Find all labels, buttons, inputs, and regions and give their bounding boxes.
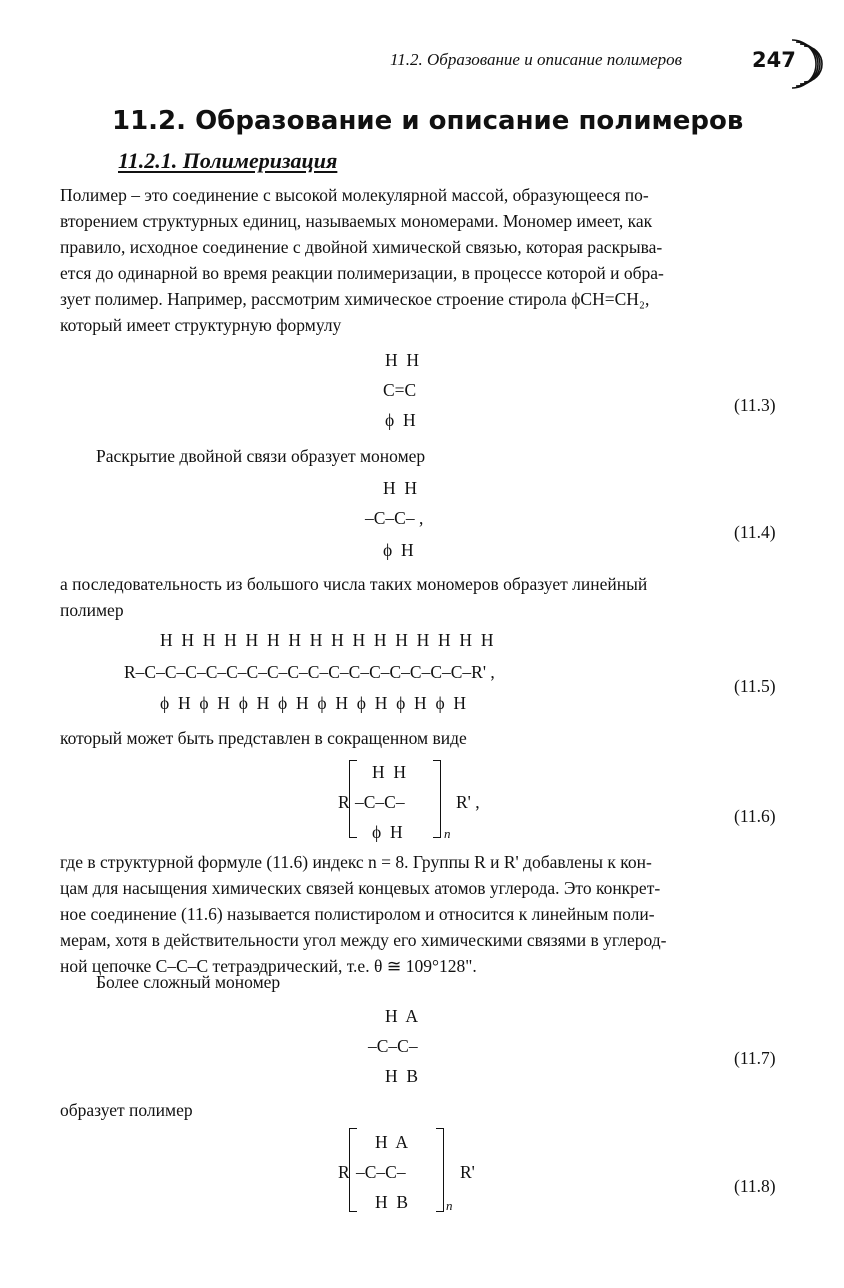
formula-row-middle: –C–C– [368, 1036, 418, 1056]
formula-row-top: H H [385, 350, 420, 370]
equation-number: (11.5) [734, 676, 776, 696]
subscript-n: n [444, 826, 451, 841]
text-line: который имеет структурную формулу [60, 315, 342, 335]
text-line: зует полимер. Например, рассмотрим химическое строение стирола ϕCH=CH₂, [60, 289, 650, 309]
formula-row-middle: –C–C– [356, 1162, 406, 1182]
page-corner-arcs-icon [786, 36, 826, 92]
formula-row-bottom: ϕ H [372, 822, 403, 842]
text-line: ется до одинарной во время реакции полимеризации, в процессе которой и обра- [60, 263, 664, 283]
text-line: который может быть представлен в сокращенном виде [60, 728, 467, 748]
text-line: ной цепочке С–С–С тетраэдрический, т.е. θ ≅ 109°128". [60, 956, 477, 976]
formula-right-group: R' , [456, 792, 480, 812]
text-line: правило, исходное соединение с двойной химической связью, которая раскрыва- [60, 237, 663, 257]
formula-row-middle: C=C [383, 380, 417, 400]
formula-row-top: H H H H H H H H H H H H H H H H [160, 630, 494, 650]
text-line: полимер [60, 600, 124, 620]
text-line: Полимер – это соединение с высокой молекулярной массой, образующееся по- [60, 185, 649, 205]
text-line: мерам, хотя в действительности угол между его химическими связями в углерод- [60, 930, 667, 950]
formula-row-middle: R–C–C–C–C–C–C–C–C–C–C–C–C–C–C–C–C–R' , [124, 662, 495, 682]
text-line: ное соединение (11.6) называется полистиролом и относится к линейным поли- [60, 904, 655, 924]
formula-left-group: R [338, 792, 350, 812]
text-line: где в структурной формуле (11.6) индекс n = 8. Группы R и R' добавлены к кон- [60, 852, 652, 872]
section-heading: 11.2. Образование и описание полимеров [112, 106, 744, 136]
formula-row-bottom: ϕ H [385, 410, 416, 430]
formula-row-bottom: H B [385, 1066, 419, 1086]
formula-row-top: H A [375, 1132, 409, 1152]
subscript-n: n [446, 1198, 453, 1213]
formula-row-bottom: H B [375, 1192, 409, 1212]
text-line: вторением структурных единиц, называемых мономерами. Мономер имеет, как [60, 211, 653, 231]
text-line: Раскрытие двойной связи образует мономер [96, 446, 426, 466]
formula-row-top: H H [372, 762, 407, 782]
formula-row-top: H A [385, 1006, 419, 1026]
formula-row-bottom: ϕ H ϕ H ϕ H ϕ H ϕ H ϕ H ϕ H ϕ H [160, 693, 467, 713]
equation-number: (11.3) [734, 395, 776, 415]
formula-left-group: R [338, 1162, 350, 1182]
formula-row-middle: –C–C– , [365, 508, 424, 528]
running-header-title: 11.2. Образование и описание полимеров [390, 50, 683, 69]
equation-number: (11.7) [734, 1048, 776, 1068]
formula-row-top: H H [383, 478, 418, 498]
right-bracket [433, 760, 441, 838]
page-number: 247 [752, 48, 796, 72]
equation-number: (11.6) [734, 806, 776, 826]
equation-number: (11.4) [734, 522, 776, 542]
subsection-heading: 11.2.1. Полимеризация [118, 148, 338, 173]
formula-row-middle: –C–C– [355, 792, 405, 812]
text-line: а последовательность из большого числа таких мономеров образует линейный [60, 574, 648, 594]
text-line: цам для насыщения химических связей концевых атомов углерода. Это конкрет- [60, 878, 661, 898]
formula-right-group: R' [460, 1162, 475, 1182]
formula-row-bottom: ϕ H [383, 540, 414, 560]
equation-number: (11.8) [734, 1176, 776, 1196]
text-line: образует полимер [60, 1100, 193, 1120]
right-bracket [436, 1128, 444, 1212]
text-line: Более сложный мономер [96, 972, 281, 992]
